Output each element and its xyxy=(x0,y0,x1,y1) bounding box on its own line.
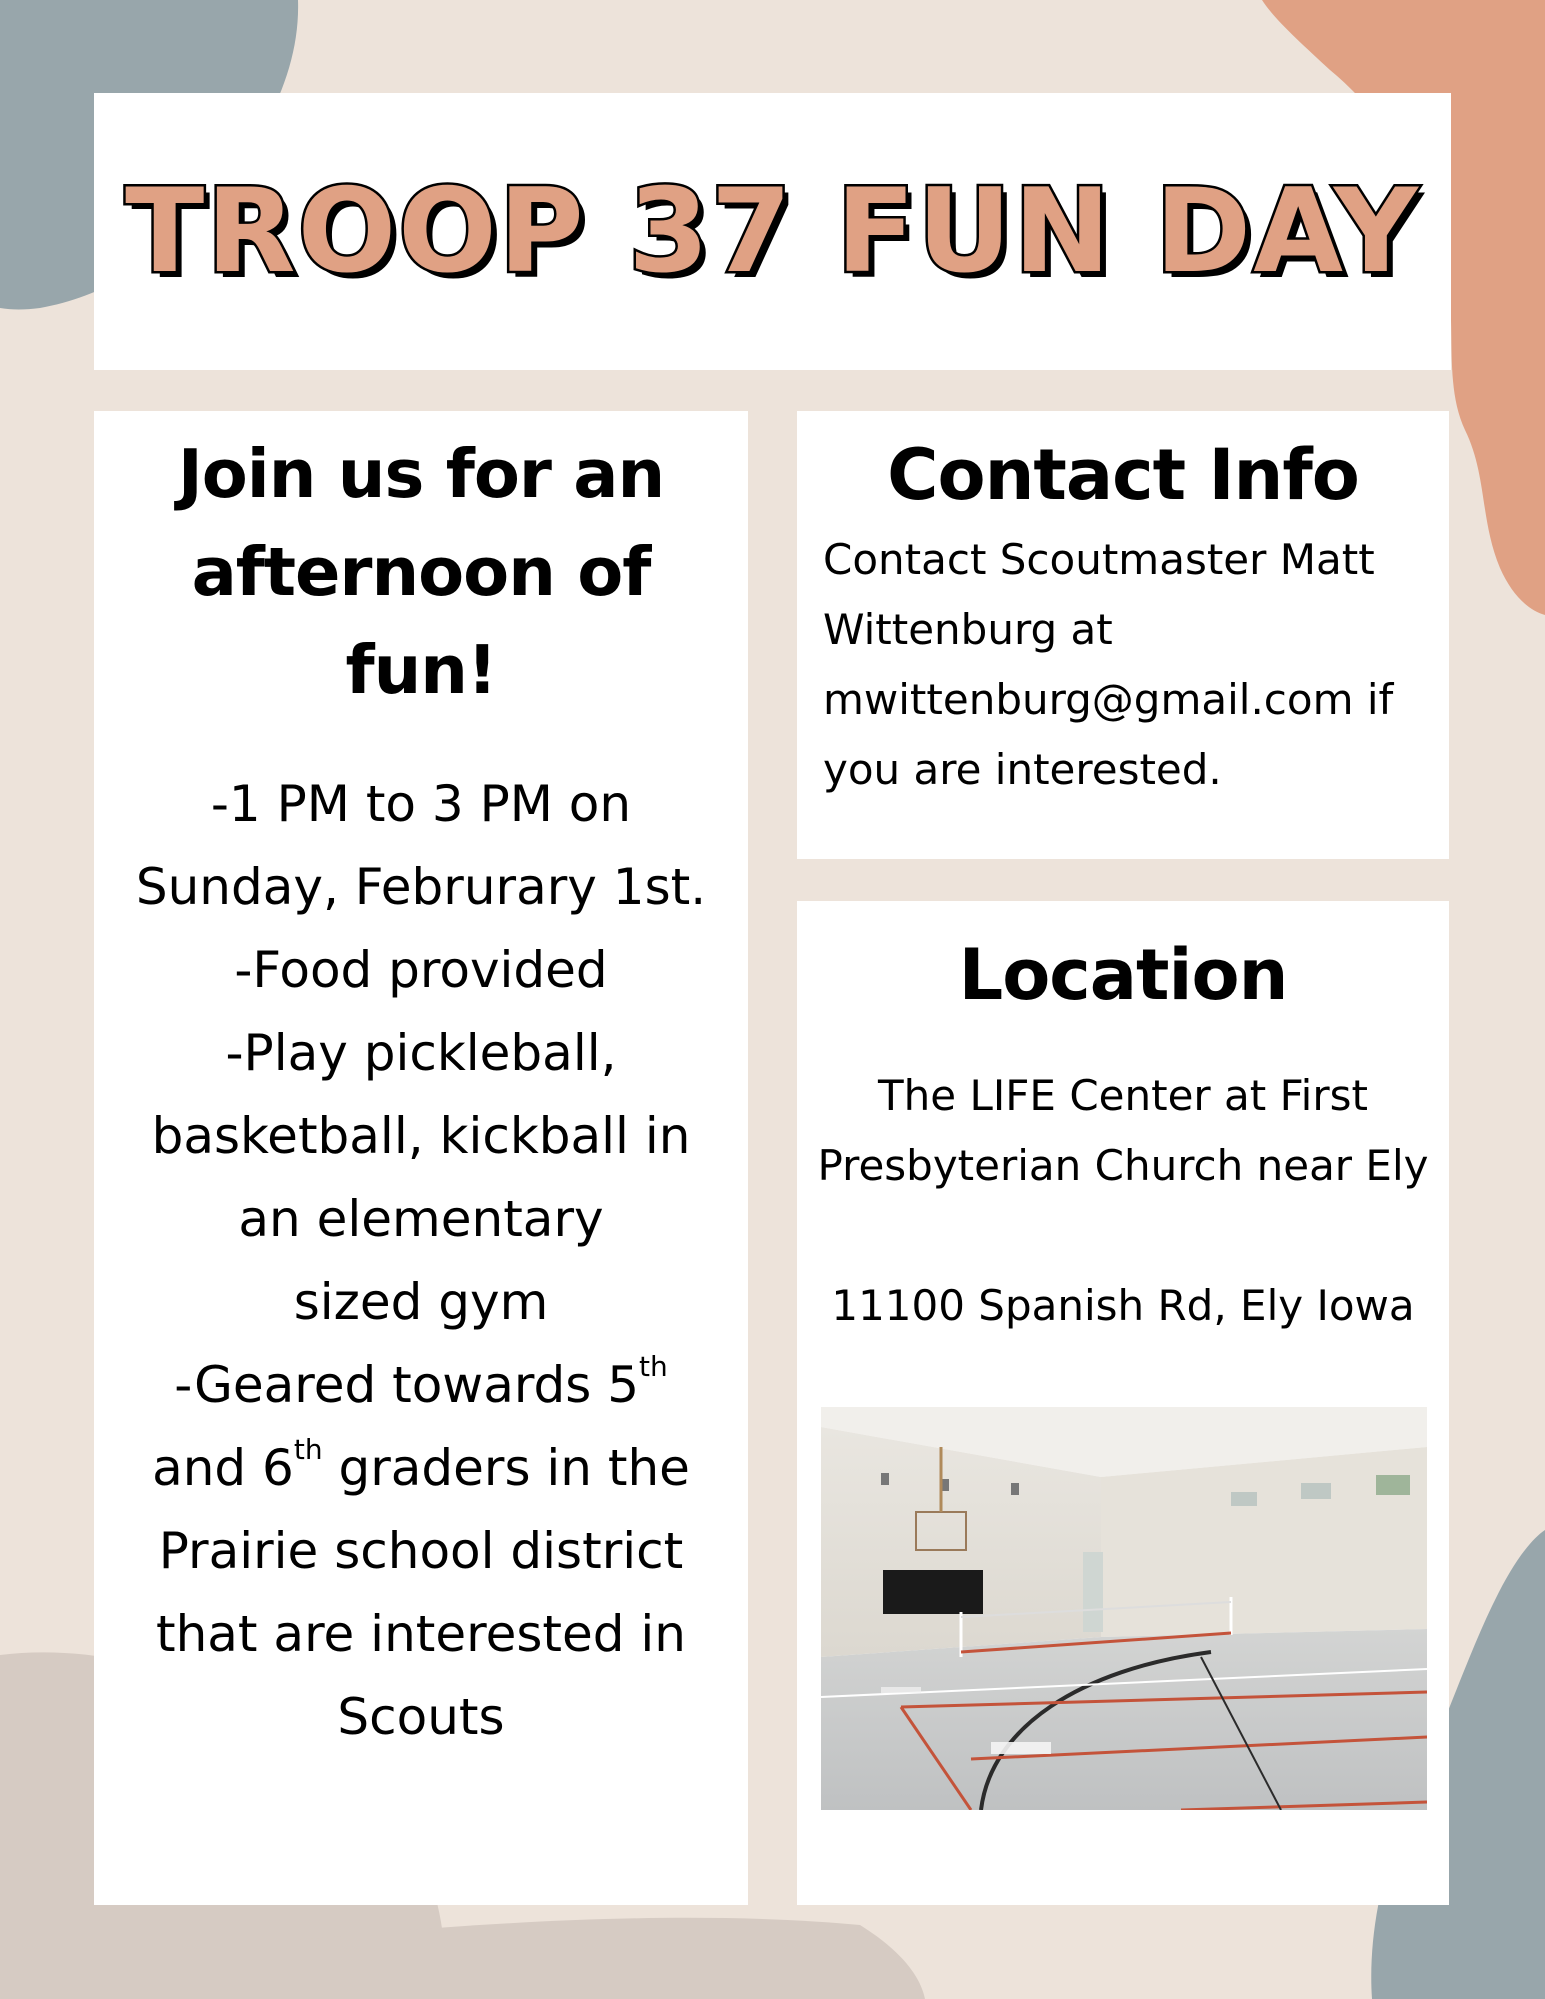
gym-window xyxy=(1231,1492,1257,1506)
gym-photo xyxy=(821,1407,1427,1810)
detail-text: -Geared towards 5 xyxy=(174,1356,640,1414)
event-details xyxy=(114,763,728,1759)
venue-line: Presbyterian Church near Ely xyxy=(817,1141,1429,1190)
detail-text: and 6 xyxy=(152,1439,294,1497)
detail-line: that are interested in xyxy=(156,1605,686,1663)
gym-window xyxy=(1376,1475,1410,1495)
invite-heading-line: afternoon of xyxy=(191,533,651,611)
contact-line: Contact Scoutmaster Matt xyxy=(823,535,1375,584)
contact-line: you are interested. xyxy=(823,745,1222,794)
title-card xyxy=(94,93,1451,370)
detail-line: -Food provided xyxy=(234,941,608,999)
gym-floor xyxy=(821,1629,1427,1810)
detail-line xyxy=(114,1427,728,1510)
gym-wall-panel xyxy=(883,1570,983,1614)
invite-heading-line: fun! xyxy=(345,631,497,709)
detail-line: Prairie school district xyxy=(158,1522,684,1580)
contact-card xyxy=(797,411,1449,859)
invite-heading-line: Join us for an xyxy=(177,435,665,513)
detail-line: -1 PM to 3 PM on xyxy=(210,775,632,833)
gym-light-reflection xyxy=(991,1742,1051,1754)
gym-window xyxy=(1301,1483,1331,1499)
flyer-title: TROOP 37 FUN DAY xyxy=(125,164,1420,299)
location-card xyxy=(797,901,1449,1905)
gym-vent xyxy=(1011,1483,1019,1495)
contact-heading: Contact Info xyxy=(887,434,1359,516)
detail-line xyxy=(114,1344,728,1427)
gym-vent xyxy=(881,1473,889,1485)
gym-door xyxy=(1083,1552,1103,1632)
location-heading: Location xyxy=(958,934,1288,1016)
detail-text: graders in the xyxy=(322,1439,690,1497)
venue-address: 11100 Spanish Rd, Ely Iowa xyxy=(831,1281,1415,1330)
ordinal-suffix: th xyxy=(639,1350,668,1383)
detail-line: an elementary xyxy=(238,1190,604,1248)
invite-card xyxy=(94,411,748,1905)
contact-line: Wittenburg at xyxy=(823,605,1113,654)
venue-line: The LIFE Center at First xyxy=(878,1071,1368,1120)
contact-email-line: mwittenburg@gmail.com if xyxy=(823,675,1394,724)
invite-heading xyxy=(124,425,718,719)
contact-text xyxy=(823,525,1421,805)
ordinal-suffix: th xyxy=(293,1433,323,1466)
detail-line: basketball, kickball in xyxy=(151,1107,691,1165)
venue-name xyxy=(797,1061,1449,1201)
detail-line: sized gym xyxy=(293,1273,549,1331)
gym-light-reflection xyxy=(881,1687,921,1693)
detail-line: Sunday, Februrary 1st. xyxy=(135,858,707,916)
detail-line: -Play pickleball, xyxy=(225,1024,617,1082)
detail-line: Scouts xyxy=(337,1688,505,1746)
